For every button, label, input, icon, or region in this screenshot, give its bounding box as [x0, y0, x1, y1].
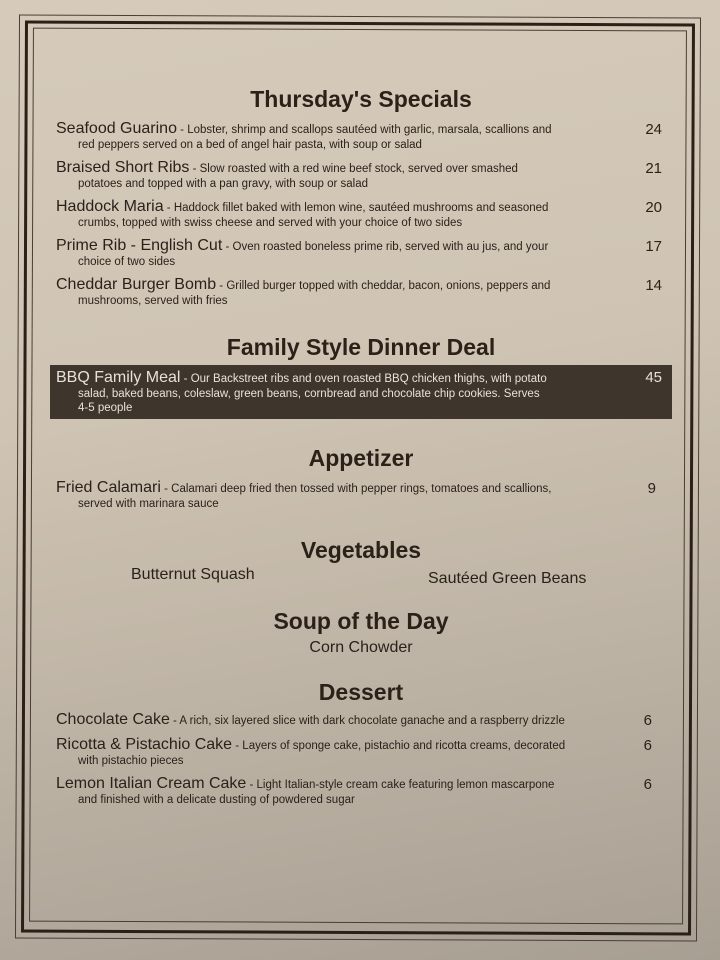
- item-desc-cont: with pistachio pieces: [78, 755, 184, 767]
- item-desc: - Slow roasted with a red wine beef stock, served over smashed: [189, 163, 518, 175]
- item-desc-cont: potatoes and topped with a pan gravy, with soup or salad: [78, 178, 369, 190]
- item-desc-cont: 4-5 people: [78, 402, 133, 414]
- item-desc-cont: crumbs, topped with swiss cheese and served with your choice of two sides: [78, 217, 463, 229]
- soup-item: Corn Chowder: [309, 639, 413, 656]
- menu-item: [56, 275, 666, 308]
- section-title-specials: Thursday's Specials: [250, 86, 472, 112]
- menu-item-highlighted: [50, 365, 672, 419]
- menu-item: [56, 158, 666, 191]
- section-title-vegetables: Vegetables: [300, 537, 422, 563]
- vegetables-row: [56, 564, 666, 588]
- item-name: Cheddar Burger Bomb: [56, 276, 217, 293]
- item-name: Chocolate Cake: [56, 711, 170, 728]
- menu-page: [56, 86, 666, 807]
- item-name: Seafood Guarino: [56, 120, 177, 137]
- section-title-soup: Soup of the Day: [273, 608, 449, 634]
- menu-item: [56, 197, 666, 230]
- vegetable-item: Sautéed Green Beans: [428, 570, 587, 587]
- item-desc: - Haddock fillet baked with lemon wine, sautéed mushrooms and seasoned: [163, 202, 549, 214]
- item-desc-cont: salad, baked beans, coleslaw, green beans, cornbread and chocolate chip cookies. Serves: [78, 388, 540, 400]
- menu-item: [56, 478, 666, 511]
- item-desc-cont: and finished with a delicate dusting of powdered sugar: [78, 794, 355, 806]
- menu-item: [56, 774, 666, 807]
- item-desc: - Our Backstreet ribs and oven roasted BBQ chicken thighs, with potato: [180, 373, 547, 385]
- section-title-dessert: Dessert: [318, 679, 404, 705]
- item-price: 45: [645, 369, 662, 386]
- vegetable-item: Butternut Squash: [131, 566, 255, 583]
- item-desc-cont: mushrooms, served with fries: [78, 295, 228, 307]
- menu-item: [56, 735, 666, 768]
- item-name: Fried Calamari: [56, 479, 161, 496]
- item-desc: - Oven roasted boneless prime rib, served with au jus, and your: [222, 241, 549, 253]
- item-price: 9: [647, 480, 656, 497]
- item-name: Haddock Maria: [56, 198, 164, 215]
- item-name: Ricotta & Pistachio Cake: [56, 736, 233, 753]
- section-title-appetizer: Appetizer: [308, 445, 414, 471]
- section-title-family: Family Style Dinner Deal: [226, 334, 496, 360]
- item-name: Braised Short Ribs: [56, 159, 190, 176]
- item-name: Prime Rib - English Cut: [56, 237, 223, 254]
- item-price: 24: [645, 121, 662, 138]
- item-desc: - Calamari deep fried then tossed with pepper rings, tomatoes and scallions,: [160, 483, 552, 495]
- item-desc: - Grilled burger topped with cheddar, bacon, onions, peppers and: [216, 280, 551, 292]
- item-price: 6: [643, 712, 652, 729]
- item-price: 21: [645, 160, 662, 177]
- item-price: 20: [645, 199, 662, 216]
- item-desc: - Lobster, shrimp and scallops sautéed with garlic, marsala, scallions and: [176, 124, 552, 136]
- item-price: 6: [643, 776, 652, 793]
- item-desc-cont: red peppers served on a bed of angel hair pasta, with soup or salad: [78, 139, 422, 151]
- item-name: Lemon Italian Cream Cake: [56, 775, 247, 792]
- item-desc-cont: choice of two sides: [78, 256, 176, 268]
- item-desc: - A rich, six layered slice with dark chocolate ganache and a raspberry drizzle: [169, 715, 565, 727]
- menu-item: [56, 236, 666, 269]
- menu-item: [56, 119, 666, 152]
- item-price: 17: [645, 238, 662, 255]
- menu-item: [56, 710, 666, 729]
- item-name: BBQ Family Meal: [56, 369, 181, 386]
- item-desc: - Light Italian-style cream cake featuring lemon mascarpone: [246, 779, 555, 791]
- item-price: 14: [645, 277, 662, 294]
- item-price: 6: [643, 737, 652, 754]
- specials-list: [56, 119, 666, 308]
- item-desc-cont: served with marinara sauce: [78, 498, 219, 510]
- item-desc: - Layers of sponge cake, pistachio and ricotta creams, decorated: [232, 740, 566, 752]
